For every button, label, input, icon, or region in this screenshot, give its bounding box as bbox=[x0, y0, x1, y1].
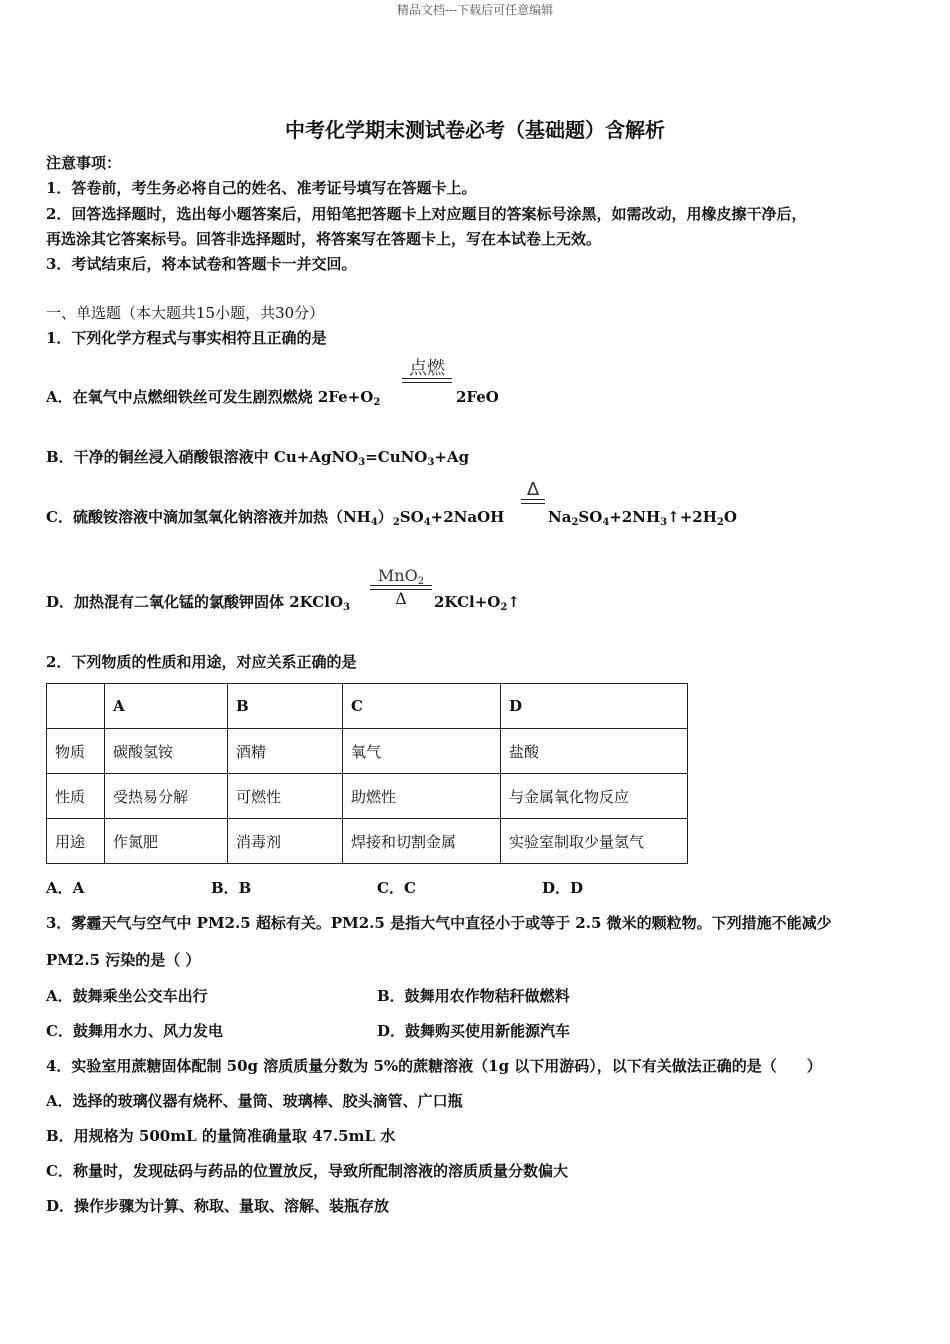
table-row: 物质 碳酸氢铵 酒精 氧气 盐酸 bbox=[47, 729, 688, 774]
q1-stem: 1．下列化学方程式与事实相符且正确的是 bbox=[46, 329, 327, 347]
q2-stem: 2．下列物质的性质和用途，对应关系正确的是 bbox=[46, 653, 357, 671]
notice-item: 1．答卷前，考生务必将自己的姓名、准考证号填写在答题卡上。 bbox=[46, 179, 477, 197]
page-title: 中考化学期末测试卷必考（基础题）含解析 bbox=[285, 118, 665, 142]
q1-option-a: A．在氧气中点燃细铁丝可发生剧烈燃烧 $2Fe+O_2$ bbox=[46, 388, 381, 408]
reaction-condition: Δ bbox=[521, 481, 545, 504]
reaction-condition: 点燃 bbox=[402, 360, 452, 383]
q2-option-b: B．B bbox=[211, 879, 252, 897]
q4-option-a: A．选择的玻璃仪器有烧杯、量筒、玻璃棒、胶头滴管、广口瓶 bbox=[46, 1092, 463, 1110]
section-heading: 一、单选题（本大题共15小题，共30分） bbox=[46, 304, 325, 322]
q1-option-c: C．硫酸铵溶液中滴加氢氧化钠溶液并加热$(NH_4)_2SO_4+2NaOH$ bbox=[46, 508, 505, 528]
q1-option-b: B．干净的铜丝浸入硝酸银溶液中 Cu+AgNO$_3$=CuNO$_3$+Ag bbox=[46, 448, 470, 468]
q3-option-c: C．鼓舞用水力、风力发电 bbox=[46, 1022, 223, 1040]
q3-option-d: D．鼓舞购买使用新能源汽车 bbox=[377, 1022, 571, 1040]
q1-option-d: D．加热混有二氧化锰的氯酸钾固体 2KClO$_3$ bbox=[46, 593, 350, 613]
q4-stem: 4．实验室用蔗糖固体配制 50g 溶质质量分数为 5%的蔗糖溶液（1g 以下用游码），以下有关做法正确的是（ ） bbox=[46, 1057, 822, 1075]
notice-heading: 注意事项： bbox=[46, 154, 122, 172]
q2-option-c: C．C bbox=[377, 879, 416, 897]
q3-option-a: A．鼓舞乘坐公交车出行 bbox=[46, 987, 208, 1005]
table-row: 用途 作氮肥 消毒剂 焊接和切割金属 实验室制取少量氢气 bbox=[47, 819, 688, 864]
notice-item: 2．回答选择题时，选出每小题答案后，用铅笔把答题卡上对应题目的答案标号涂黑，如需改动，用橡皮擦干净后， bbox=[46, 205, 807, 223]
q2-option-a: A．A bbox=[46, 879, 85, 897]
q3-stem-cont: PM2.5 污染的是（ ） bbox=[46, 951, 201, 969]
q3-option-b: B．鼓舞用农作物秸秆做燃料 bbox=[377, 987, 570, 1005]
q1-option-d-product: $2KCl+O_2↑$ bbox=[434, 593, 520, 613]
reaction-condition: MnO$_2$ Δ bbox=[370, 567, 432, 608]
notice-item: 3．考试结束后，将本试卷和答题卡一并交回。 bbox=[46, 255, 357, 273]
table-row: 性质 受热易分解 可燃性 助燃性 与金属氧化物反应 bbox=[47, 774, 688, 819]
q3-stem: 3．雾霾天气与空气中 PM2.5 超标有关。PM2.5 是指大气中直径小于或等于 2.5 微米的颗粒物。下列措施不能减少 bbox=[46, 914, 832, 932]
q4-option-d: D．操作步骤为计算、称取、量取、溶解、装瓶存放 bbox=[46, 1197, 390, 1215]
q1-option-a-product: 2FeO bbox=[456, 388, 499, 406]
q1-option-c-product: $Na_2SO_4+2NH_3↑+2H_2O$ bbox=[548, 508, 737, 528]
notice-item: 再选涂其它答案标号。回答非选择题时，将答案写在答题卡上，写在本试卷上无效。 bbox=[46, 230, 602, 248]
q4-option-b: B．用规格为 500mL 的量筒准确量取 47.5mL 水 bbox=[46, 1127, 396, 1145]
q4-option-c: C．称量时，发现砝码与药品的位置放反，导致所配制溶液的溶质质量分数偏大 bbox=[46, 1162, 568, 1180]
table-row: A B C D bbox=[47, 684, 688, 729]
q2-option-d: D．D bbox=[542, 879, 584, 897]
properties-table bbox=[46, 683, 688, 864]
page-header: 精品文档---下载后可任意编辑 bbox=[396, 3, 554, 17]
